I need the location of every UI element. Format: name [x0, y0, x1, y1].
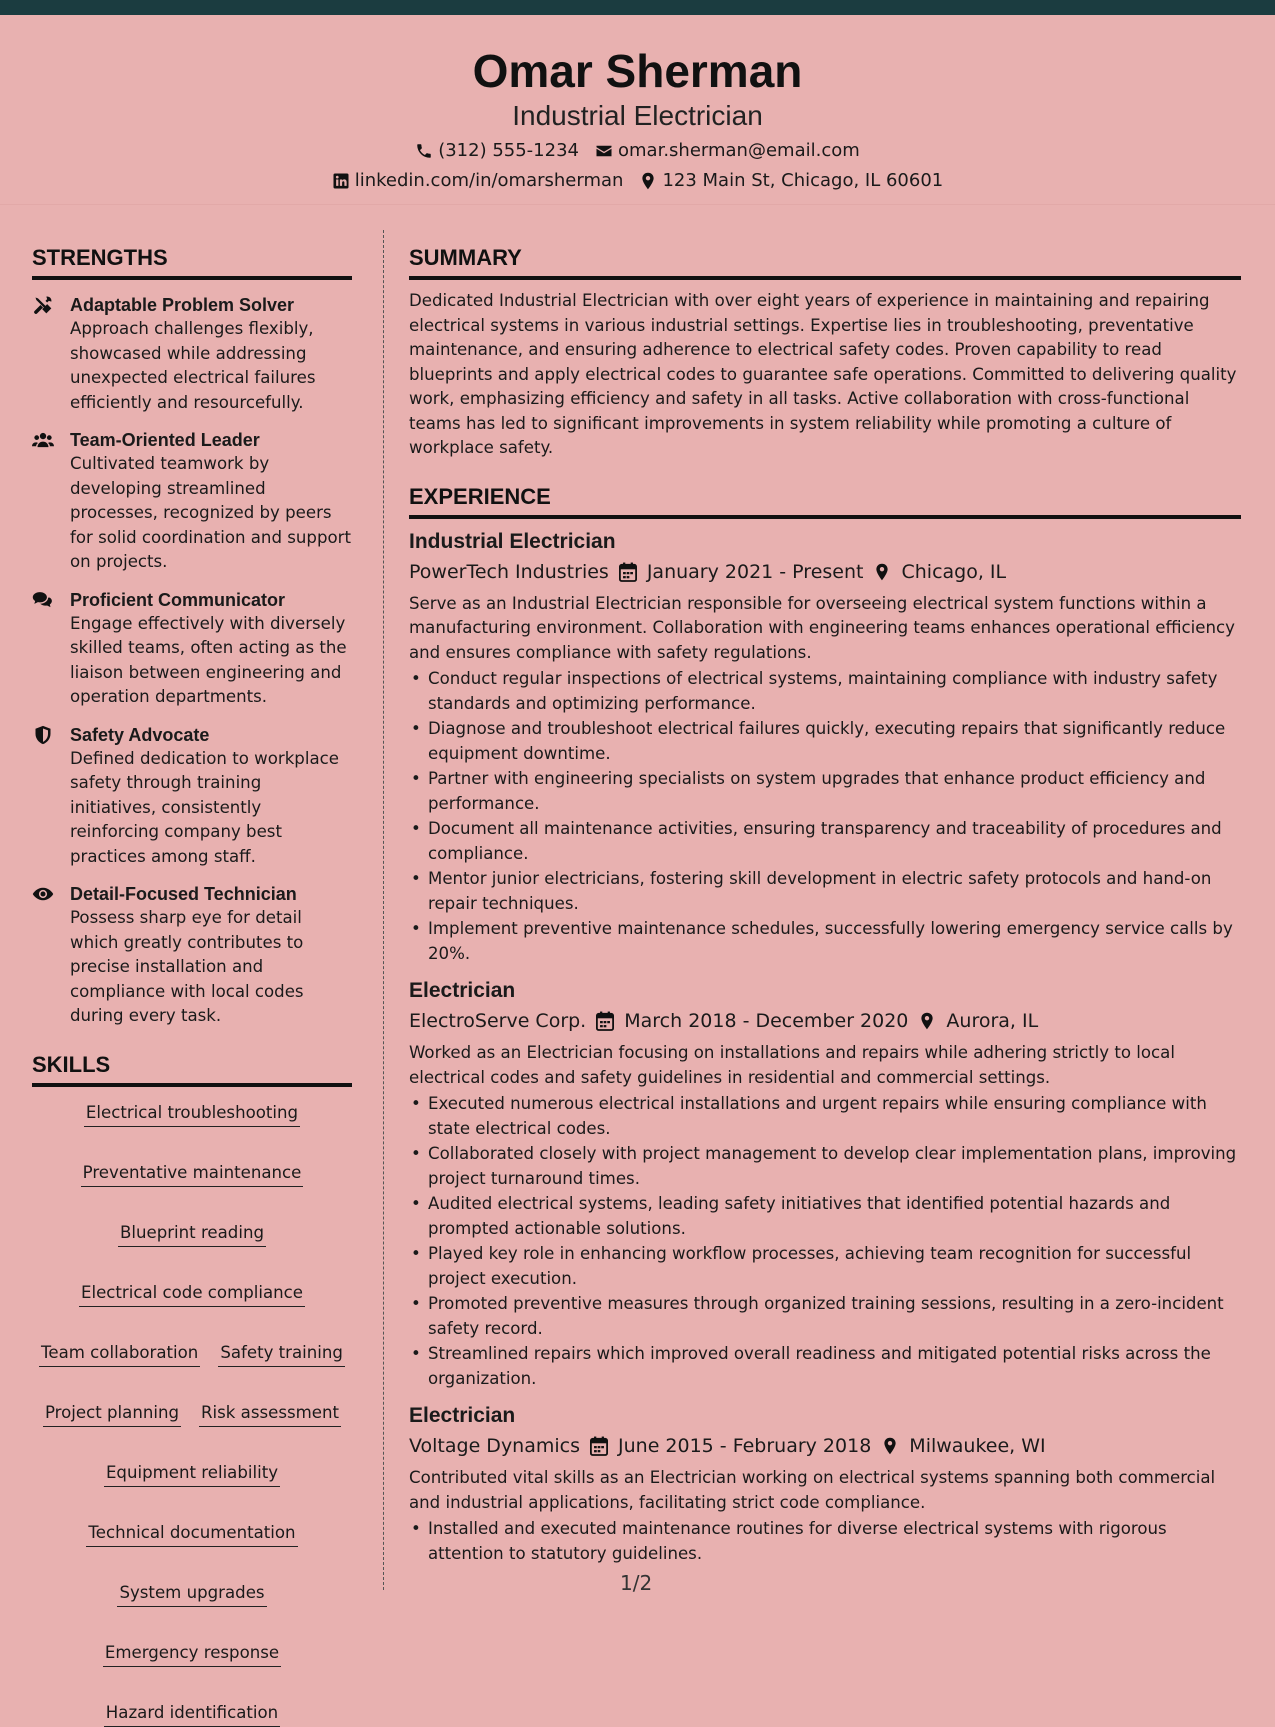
map-pin-icon — [873, 562, 891, 582]
bullet-item: • Partner with engineering specialists on system upgrades that enhance product efficiency and performance. — [409, 767, 1241, 816]
job-description: Worked as an Electrician focusing on installations and repairs while adhering strictly to local electrical codes and safety guidelines in residential and commercial settings. — [409, 1043, 1175, 1087]
strength-desc: Engage effectively with diversely skilled teams, often acting as the liaison between engineering and operation departments. — [70, 613, 347, 706]
job-bullets — [409, 667, 1241, 966]
linkedin-contact[interactable] — [332, 169, 624, 193]
contact-row-1 — [0, 139, 1275, 163]
strength-item — [32, 882, 352, 1029]
phone-icon — [415, 142, 433, 160]
strength-title: Safety Advocate — [70, 724, 210, 745]
job-bullets — [409, 1517, 1241, 1566]
bullet-item: • Streamlined repairs which improved overall readiness and mitigated potential risks across the organization. — [409, 1342, 1241, 1391]
strength-item — [32, 428, 352, 575]
bullet-item: • Played key role in enhancing workflow processes, achieving team recognition for successful project execution. — [409, 1242, 1241, 1291]
job-dates: June 2015 - February 2018 — [618, 1435, 872, 1457]
skill-tag: Hazard identification — [104, 1701, 280, 1727]
comments-icon — [32, 590, 54, 610]
right-column — [409, 244, 1241, 1567]
skill-tag: Risk assessment — [199, 1401, 341, 1427]
skill-tag: Technical documentation — [86, 1521, 297, 1547]
shield-icon — [32, 725, 54, 745]
skill-tag: Electrical troubleshooting — [84, 1101, 300, 1127]
strength-desc: Approach challenges flexibly, showcased while addressing unexpected electrical failures efficiently and resourcefully. — [70, 319, 316, 412]
bullet-item: • Audited electrical systems, leading safety initiatives that identified potential hazards and prompted actionable solutions. — [409, 1192, 1241, 1241]
job-dates: January 2021 - Present — [646, 560, 864, 583]
skills-heading: SKILLS — [32, 1051, 352, 1087]
bullet-item: • Collaborated closely with project management to develop clear implementation plans, improving project turnaround times. — [409, 1142, 1241, 1191]
calendar-icon — [590, 1436, 608, 1456]
left-column — [32, 244, 352, 1727]
page-number: 1/2 — [620, 1571, 653, 1595]
job-description: Serve as an Industrial Electrician responsible for overseeing electrical system functions within a manufacturing environment. Collaboration with engineering teams enhances operational efficiency and ensures compliance with safety regulations. — [409, 593, 1235, 662]
bullet-item: • Conduct regular inspections of electrical systems, maintaining compliance with industry safety standards and optimizing performance. — [409, 667, 1241, 716]
job-location: Chicago, IL — [901, 560, 1007, 583]
strength-item — [32, 723, 352, 870]
email-text[interactable]: omar.sherman@email.com — [618, 140, 860, 161]
bullet-item: • Mentor junior electricians, fostering skill development in electric safety protocols and hand-on repair techniques. — [409, 867, 1241, 916]
strength-item — [32, 588, 352, 710]
strength-title: Adaptable Problem Solver — [70, 295, 295, 315]
job-location: Aurora, IL — [946, 1010, 1039, 1032]
strength-title: Team-Oriented Leader — [70, 430, 260, 450]
map-pin-icon — [881, 1436, 899, 1456]
job-title: Electrician — [409, 979, 516, 1002]
job-entry — [409, 976, 1241, 1391]
skill-tag: Equipment reliability — [104, 1461, 280, 1487]
job-dates: March 2018 - December 2020 — [624, 1010, 909, 1032]
map-pin-icon — [918, 1011, 936, 1031]
job-meta — [409, 1007, 1241, 1035]
tools-icon — [32, 295, 54, 315]
bullet-item: • Diagnose and troubleshoot electrical failures quickly, executing repairs that significantly reduce equipment downtime. — [409, 717, 1241, 766]
top-bar — [0, 0, 1275, 15]
job-meta — [409, 1432, 1241, 1460]
bullet-item: • Promoted preventive measures through organized training sessions, resulting in a zero-incident safety record. — [409, 1292, 1241, 1341]
bullet-item: • Document all maintenance activities, ensuring transparency and traceability of procedures and compliance. — [409, 817, 1241, 866]
job-entry — [409, 527, 1241, 967]
bullet-item: • Implement preventive maintenance schedules, successfully lowering emergency service calls by 20%. — [409, 917, 1241, 966]
bullet-item: • Executed numerous electrical installations and urgent repairs while ensuring compliance with state electrical codes. — [409, 1092, 1241, 1141]
skill-tag: Electrical code compliance — [79, 1281, 305, 1307]
strength-desc: Defined dedication to workplace safety through training initiatives, consistently reinforcing company best practices among staff. — [70, 748, 339, 866]
skill-tag: Team collaboration — [39, 1341, 200, 1367]
job-entry — [409, 1401, 1241, 1566]
job-meta — [409, 558, 1241, 586]
candidate-title: Industrial Electrician — [512, 100, 763, 131]
linkedin-icon — [332, 172, 350, 190]
candidate-name: Omar Sherman — [472, 45, 803, 97]
strength-title: Proficient Communicator — [70, 589, 286, 610]
summary-heading: SUMMARY — [409, 244, 1241, 280]
skill-tag: Emergency response — [103, 1641, 281, 1667]
email-contact[interactable] — [595, 139, 860, 163]
company-name: ElectroServe Corp. — [409, 1010, 587, 1032]
eye-icon — [32, 884, 54, 904]
strength-item — [32, 293, 352, 415]
company-name: PowerTech Industries — [409, 560, 609, 583]
company-name: Voltage Dynamics — [409, 1435, 580, 1457]
phone-contact — [415, 139, 579, 163]
summary-text: Dedicated Industrial Electrician with over eight years of experience in maintaining and repairing electrical systems in various industrial settings. Expertise lies in troubleshooting, preventative maintenance, and ensuring adherence to electrical safety codes. Proven capability to read blueprints and apply electrical codes to guarantee safe operations. Committed to delivering quality work, emphasizing efficiency and safety in all tasks. Active collaboration with cross-functional teams has led to significant improvements in system reliability while promoting a culture of workplace safety. — [409, 291, 1237, 457]
strengths-heading: STRENGTHS — [32, 244, 352, 280]
strength-title: Detail-Focused Technician — [70, 884, 297, 904]
envelope-icon — [595, 142, 613, 160]
skills-list — [32, 1101, 352, 1727]
contact-row-2 — [0, 169, 1275, 193]
address-contact — [639, 169, 943, 193]
skill-tag: Safety training — [218, 1341, 345, 1367]
bullet-item: • Installed and executed maintenance routines for diverse electrical systems with rigorous attention to statutory guidelines. — [409, 1517, 1241, 1566]
job-description: Contributed vital skills as an Electrician working on electrical systems spanning both commercial and industrial applications, facilitating strict code compliance. — [409, 1468, 1216, 1512]
calendar-icon — [596, 1011, 614, 1031]
address-text: 123 Main St, Chicago, IL 60601 — [662, 170, 944, 191]
job-title: Electrician — [409, 1404, 516, 1427]
skill-tag: System upgrades — [117, 1581, 266, 1607]
experience-heading: EXPERIENCE — [409, 483, 1241, 519]
skill-tag: Preventative maintenance — [81, 1161, 304, 1187]
column-divider — [383, 230, 384, 1590]
job-location: Milwaukee, WI — [909, 1435, 1046, 1457]
users-icon — [32, 430, 54, 450]
resume-header — [0, 15, 1275, 205]
calendar-icon — [619, 562, 637, 582]
phone-text: (312) 555-1234 — [438, 140, 579, 161]
strength-desc: Cultivated teamwork by developing streamlined processes, recognized by peers for solid coordination and support on projects. — [70, 454, 351, 571]
map-pin-icon — [639, 172, 657, 190]
job-title: Industrial Electrician — [409, 529, 616, 553]
skill-tag: Project planning — [43, 1401, 181, 1427]
strength-desc: Possess sharp eye for detail which greatly contributes to precise installation and compliance with local codes during every task. — [70, 908, 304, 1025]
skill-tag: Blueprint reading — [118, 1221, 266, 1247]
linkedin-text[interactable]: linkedin.com/in/omarsherman — [354, 170, 624, 191]
job-bullets — [409, 1092, 1241, 1391]
